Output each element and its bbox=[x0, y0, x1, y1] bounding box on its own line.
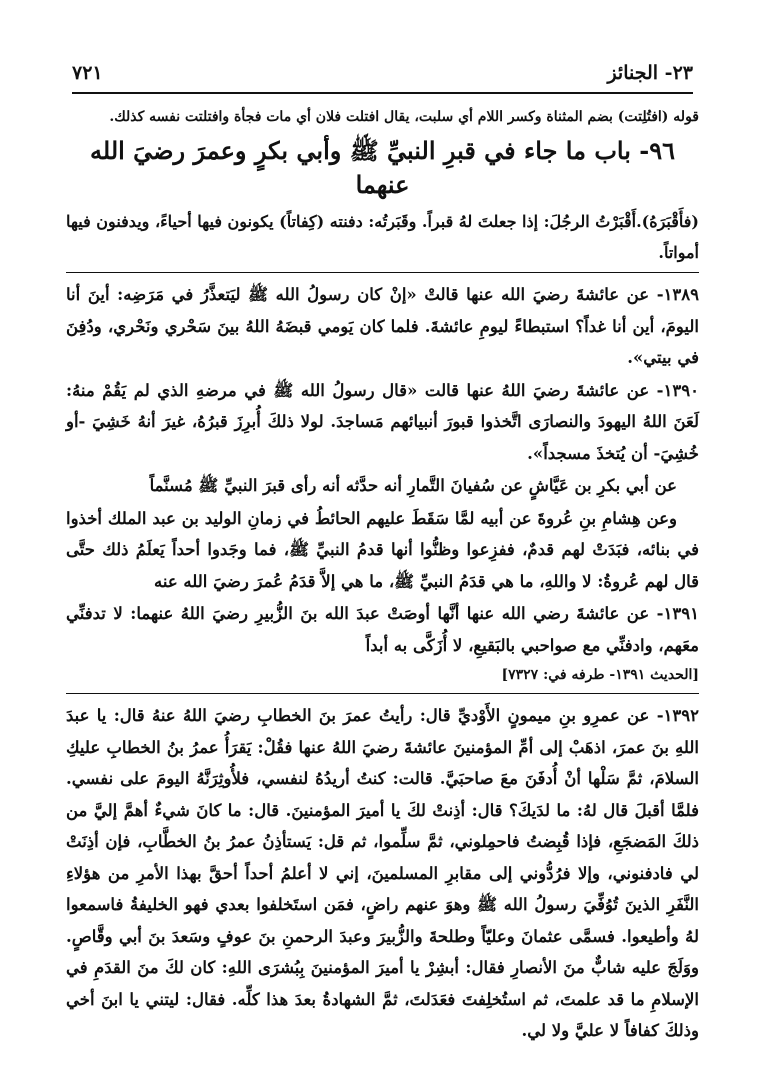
hadith-reference-note: [الحديث ١٣٩١- طرفه في: ٧٣٢٧] bbox=[66, 663, 699, 694]
chapter-intro: (فأَقْبَرَهُ).أَقْبَرْتُ الرجُلَ: إذا جعلتَ لهُ قبراً. وقَبَرتُه: دفنته (كِفاتاً) يكونون فيها أحياءً، ويدفنون فيها أمواتاً. bbox=[66, 206, 699, 273]
page-header bbox=[72, 58, 693, 94]
hadith-1390: ١٣٩٠- عن عائشةَ رضيَ اللهُ عنها قالت «قال رسولُ الله ﷺ في مرضهِ الذي لم يَقُمْ منهُ: لَعَنَ اللهُ اليهودَ والنصارَى اتَّخذوا قبورَ أنبيائهم مَساجدَ. لولا ذلكَ أُبرِزَ قبرُهُ، غيرَ أنهُ خَشِيَ -أو خُشِيَ- أن يُتخذَ مسجداً». bbox=[66, 380, 699, 463]
page-body bbox=[66, 106, 699, 1048]
hadith-1391: ١٣٩١- عن عائشةَ رضي الله عنها أنَّها أوصَتْ عبدَ الله بنَ الزُّبيرِ رضيَ اللهُ عنهما: لا تدفنِّي معَهم، وادفنِّي مع صواحبي بالبَقيعِ، لا أُزَكَّى به أبداً bbox=[66, 604, 699, 655]
chapter-title: ٩٦- باب ما جاء في قبرِ النبيِّ ﷺ وأبي بكرٍ وعمرَ رضيَ الله عنهما bbox=[90, 136, 675, 199]
report-sufyan: عن أبي بكرِ بن عَيَّاشٍ عن سُفيانَ التَّمارِ أنه حدَّثه أنه رأى قبرَ النبيِّ ﷺ مُسنَّماً bbox=[149, 476, 677, 495]
chapter-heading: ٢٣- الجنائز bbox=[607, 62, 693, 84]
hadith-1389: ١٣٨٩- عن عائشةَ رضيَ الله عنها قالتْ «إنْ كان رسولُ الله ﷺ ليَتعذَّرُ في مَرَضِه: أينَ أنا اليومَ، أين أنا غداً؟ استبطاءً ليومِ عائشةَ. فلما كان يَومي قبضَهُ اللهُ بينَ سَحْري ونَحْري، ودُفِنَ في بيتي». bbox=[66, 285, 699, 367]
footnote-top: قوله (افتُلِتت) بضم المثناة وكسر اللام أي سلبت، يقال افتلت فلان أي مات فجأة وافتلتت نفسه كذلك. bbox=[109, 109, 699, 125]
hadith-1392: ١٣٩٢- عن عمرِو بنِ ميمونٍ الأَوْديِّ قال: رأيتُ عمرَ بنَ الخطابِ رضيَ اللهُ عنهُ قال: يا عبدَ اللهِ بنَ عمرَ، اذهَبْ إلى أمِّ المؤمنينَ عائشةَ رضيَ اللهُ عنها فقُلْ: يَقرَأُ عمرُ بنُ الخطابِ عليكِ السلامَ، ثمَّ سَلْها أنْ أُدفَنَ معَ صاحبَيَّ. قالت: كنتُ أريدُهُ لنفسي، فلأُوثِرَنَّهُ اليومَ على نفسي. فلمَّا أقبلَ قال لهُ: ما لدَيكَ؟ قال: أذِنتْ لكَ يا أميرَ المؤمنينَ. قال: ما كانَ شيءٌ أهمَّ إليَّ من ذلكَ المَضجَعِ، فإذا قُبِضتُ فاحمِلوني، ثمَّ سلِّموا، ثم قل: يَستأذِنُ عمرُ بنُ الخطَّابِ، فإن أذِنَتْ لي فادفنوني، وإلا فرُدُّوني إلى مقابرِ المسلمينَ، إني لا أعلمُ أحداً أحقَّ بهذا الأمرِ من هؤلاءِ النَّفَرِ الذينَ تُوُفِّيَ رسولُ الله ﷺ وهوَ عنهم راضٍ، فمَن استَخلفوا بعدي فهو الخليفةُ فاسمعوا لهُ وأطيعوا. فسمَّى عثمانَ وعليّاً وطلحةَ والزُّبيرَ وعبدَ الرحمنِ بنَ عوفٍ وسَعدَ بنَ أبي وقَّاصٍ. ووَلَجَ عليه شابٌّ منَ الأنصارِ فقال: أبشِرْ يا أميرَ المؤمنينَ بِبُشرَى اللهِ: كان لكَ منَ القدَمِ في الإسلامِ ما قد علمتَ، ثم استُخلِفتَ فعَدَلتَ، ثمَّ الشهادةُ بعدَ هذا كلِّه. فقال: ليتني يا ابنَ أخي وذلكَ كفافاً لا عليَّ ولا لي. bbox=[66, 706, 699, 1040]
page-number: ٧٢١ bbox=[72, 62, 103, 84]
report-hisham: وعن هِشامِ بنِ عُروةَ عن أبيه لمَّا سَقَطَ عليهم الحائطُ في زمانِ الوليد بن عبد الملك أخذوا في بنائه، فبَدَتْ لهم قدمٌ، ففزِعوا وظنُّوا أنها قدمُ النبيِّ ﷺ، فما وجَدوا أحداً يَعلَمُ ذلك حتَّى قال لهم عُروةُ: لا واللهِ، ما هي قدَمُ النبيِّ ﷺ، ما هي إلاَّ قدَمُ عُمرَ رضيَ الله عنه bbox=[66, 508, 699, 591]
